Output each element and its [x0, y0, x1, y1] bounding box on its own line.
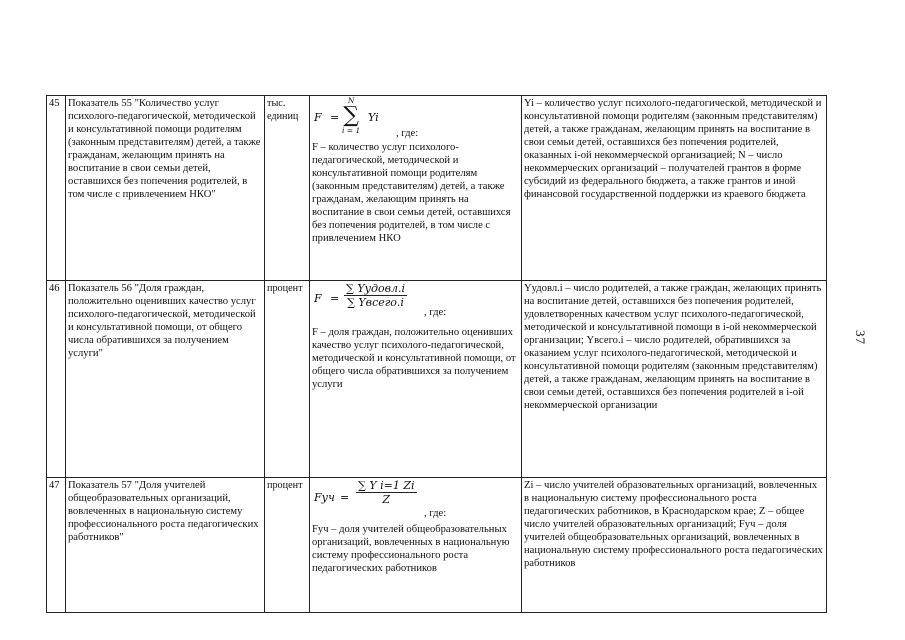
- table-row: [47, 281, 827, 478]
- formula: [312, 282, 519, 326]
- fraction-numerator: ∑ Yудовл.i: [346, 282, 406, 295]
- formula-description: F – доля граждан, положительно оценивших качество услуг психолого-педагогической, методической и консультативной помощи, от общего числа обратившихся за получением услуги: [312, 327, 516, 390]
- formula-cell: [310, 478, 522, 613]
- formula: [312, 97, 519, 141]
- formula-cell: [310, 96, 522, 281]
- formula-fraction: [344, 282, 407, 309]
- formula-equals: =: [330, 111, 340, 124]
- fraction-numerator: ∑ Y i=1 Zi: [358, 479, 415, 492]
- formula-where: , где:: [396, 128, 419, 139]
- formula-sum: [342, 97, 360, 135]
- row-number: 46: [47, 281, 66, 478]
- formula-lhs: F: [314, 111, 322, 124]
- formula-where: , где:: [424, 307, 447, 318]
- definitions-text: Zi – число учителей образовательных организаций, вовлеченных в национальную систему профессионального роста педагогических работников, в Краснодарском крае; Z – общее число учителей образовательных организаций; Fуч – доля учителей общеобразовательных организаций, вовлеченных в национальную систему профессионального роста педагогических работников: [522, 478, 827, 613]
- fraction-denominator: Z: [382, 493, 391, 506]
- definitions-text: Yi – количество услуг психолого-педагогической, методической и консультативной помощи родителям (законным представителям) детей, а также гражданам, желающим принять на воспитание в свои семьи детей, оставшихся без попечения родителей, оказанных i-ой некоммерческой организацией; N – число некоммерческих организаций – получателей грантов в форме субсидий из федерального бюджета, а также грантов и иной финансовой государственной поддержки из краевого бюджета: [522, 96, 827, 281]
- formula-description: F – количество услуг психолого-педагогической, методической и консультативной помощи родителям (законным представителям) детей, а также гражданам, желающим принять на воспитание в свои семьи детей, оставшихся без попечения родителей, в том числе с привлечением НКО: [312, 142, 511, 244]
- indicator-text: Показатель 55 "Количество услуг психолого-педагогической, методической и консультативной помощи родителям (законным представителям) детей, а также гражданам, желающим принять на воспитание в свои семьи детей, оставшихся без попечения родителей, в том числе с привлечением НКО": [66, 96, 265, 281]
- row-number: 47: [47, 478, 66, 613]
- formula-fraction: [356, 479, 417, 506]
- formula-lhs: Fуч: [314, 491, 335, 504]
- page-number: 37: [853, 330, 868, 345]
- formula-description: Fуч – доля учителей общеобразовательных организаций, вовлеченных в национальную систему профессионального роста педагогических работников: [312, 524, 510, 574]
- sum-term: Yi: [368, 111, 379, 124]
- formula-equals: =: [340, 491, 350, 504]
- sum-symbol-icon: ∑: [343, 103, 359, 128]
- definitions-text: Yудовл.i – число родителей, а также граждан, желающих принять на воспитание детей, оставшихся без попечения родителей, удовлетворенных качеством услуг психолого-педагогической, методической и консультативной помощи в i-ой некоммерческой организации; Yвсего.i – число родителей, обратившихся за оказанием услуг психолого-педагогической, методической и консультативной помощи родителям (законным представителям) детей, а также гражданам, желающим принять на воспитание в свои семьи детей, оставшихся без попечения родителей в i-ой некоммерческой организации: [522, 281, 827, 478]
- table-row: [47, 96, 827, 281]
- formula-lhs: F: [314, 292, 322, 305]
- fraction-denominator: ∑ Yвсего.i: [347, 296, 404, 309]
- indicator-text: Показатель 57 "Доля учителей общеобразовательных организаций, вовлеченных в национальную систему профессионального роста педагогических работников": [66, 478, 265, 613]
- sum-lower-limit: i = 1: [342, 126, 361, 135]
- unit-text: процент: [265, 478, 310, 613]
- indicator-text: Показатель 56 "Доля граждан, положительно оценивших качество услуг психолого-педагогической, методической и консультативной помощи, от общего числа обратившихся за получением услуги": [66, 281, 265, 478]
- formula-where: , где:: [424, 508, 447, 519]
- formula: [312, 479, 519, 523]
- formula-equals: =: [330, 292, 340, 305]
- table-row: [47, 478, 827, 613]
- unit-text: процент: [265, 281, 310, 478]
- sum-upper-limit: N: [347, 96, 355, 105]
- unit-text: тыс. единиц: [265, 96, 310, 281]
- indicators-table: [46, 95, 827, 613]
- row-number: 45: [47, 96, 66, 281]
- formula-cell: [310, 281, 522, 478]
